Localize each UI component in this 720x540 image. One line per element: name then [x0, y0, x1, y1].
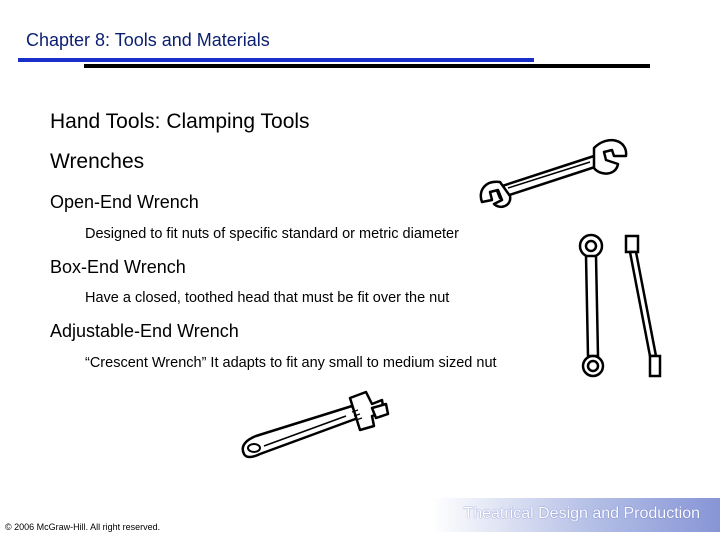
footer-title: Theatrical Design and Production [463, 505, 700, 522]
open-end-wrench-illustration [476, 130, 631, 210]
term-box-end-wrench: Box-End Wrench [50, 257, 186, 277]
copyright-notice: © 2006 McGraw-Hill. All right reserved. [5, 522, 161, 532]
description-open-end-wrench: Designed to fit nuts of specific standard or metric diameter [85, 226, 459, 242]
description-adjustable-end-wrench: “Crescent Wrench” It adapts to fit any small to medium sized nut [85, 355, 497, 371]
adjustable-wrench-illustration [234, 384, 394, 474]
box-end-wrench-side-illustration [620, 232, 660, 382]
term-adjustable-end-wrench: Adjustable-End Wrench [50, 321, 239, 341]
box-end-wrench-illustration [574, 232, 614, 382]
header-rule-black [84, 64, 650, 68]
slide-heading: Hand Tools: Clamping Tools [50, 110, 310, 133]
chapter-title: Chapter 8: Tools and Materials [26, 30, 270, 50]
description-box-end-wrench: Have a closed, toothed head that must be fit over the nut [85, 290, 450, 306]
header-rule-blue [18, 58, 534, 62]
slide-subheading: Wrenches [50, 150, 145, 173]
term-open-end-wrench: Open-End Wrench [50, 192, 199, 212]
